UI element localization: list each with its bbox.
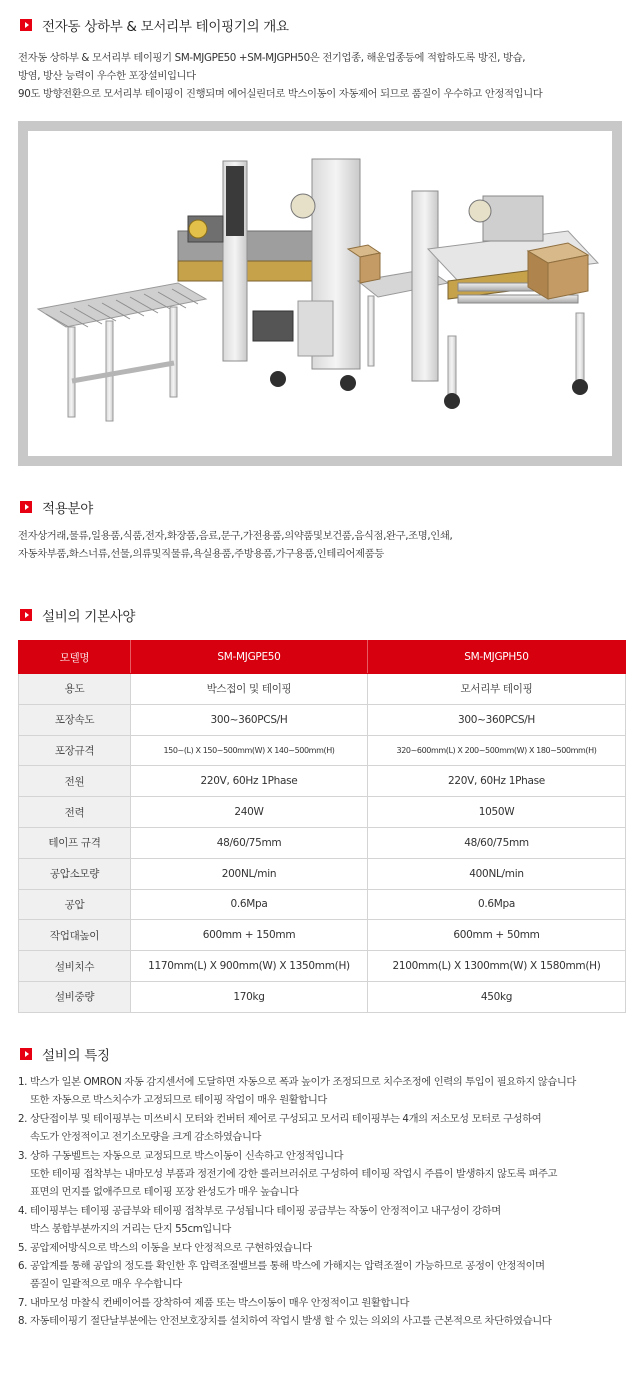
feature-line: 테이핑부는 테이핑 공급부와 테이핑 접착부로 구성됩니다 테이핑 공급부는 작동이 안정적이고 내구성이 강하며 [30,1204,501,1217]
table-row [19,827,626,858]
specs-title: 설비의 기본사양 [42,609,136,625]
applications-heading [20,497,93,517]
list-item [18,1147,638,1202]
spec-value: 320~600mm(L) X 200~500mm(W) X 180~500mm(H) [368,735,626,766]
applications-line: 전자상거래,물류,일용품,식품,전자,화장품,음료,문구,가전용품,의약품및보건품,음식점,완구,조명,인쇄, [18,530,453,542]
spec-value: 170kg [131,981,368,1012]
feature-line: 공압계를 통해 공압의 정도를 확인한 후 압력조절밸브를 통해 박스에 가해지는 압력조절이 가능하므로 공정이 안정적이며 [30,1260,545,1273]
feature-line: 속도가 안정적이고 전기소모량을 크게 감소하였습니다 [30,1131,262,1144]
feature-number: 8. [18,1315,28,1328]
overview-line: 90도 방향전환으로 모서리부 테이핑이 진행되며 에어실린더로 박스이동이 자동제어 되므로 품질이 우수하고 안정적입니다 [18,88,543,100]
list-item [18,1257,638,1294]
spec-label: 용도 [19,674,131,705]
spec-value: 0.6Mpa [131,889,368,920]
left-conveyor [38,283,206,421]
feature-line: 또한 테이핑 접착부는 내마모성 부품과 정전기에 강한 롤러브러쉬로 구성하여 테이핑 작업시 주름이 발생하지 않도록 펴주고 [30,1168,558,1181]
spec-value: 48/60/75mm [131,827,368,858]
spec-label: 포장규격 [19,735,131,766]
table-row [19,797,626,828]
table-row [19,766,626,797]
spec-value: 300~360PCS/H [131,704,368,735]
feature-line: 또한 자동으로 박스치수가 고정되므로 테이핑 작업이 매우 원활합니다 [30,1094,327,1107]
play-square-icon [20,501,32,513]
applications-line: 자동차부품,화스너류,선물,의류및직물류,욕실용품,주방용품,가구용품,인테리어제품등 [18,548,384,560]
feature-line: 표면의 먼지를 없애주므로 테이핑 포장 완성도가 매우 높습니다 [30,1186,299,1199]
spec-header-row [19,641,626,674]
overview-line: 전자동 상하부 & 모서리부 테이핑기 SM-MJGPE50 +SM-MJGPH50은 전기업종, 해운업종등에 적합하도록 방진, 방습, [18,52,526,64]
spec-value: 600mm + 150mm [131,920,368,951]
play-square-icon [20,19,32,31]
spec-value: 220V, 60Hz 1Phase [131,766,368,797]
feature-line: 공압제어방식으로 박스의 이동을 보다 안정적으로 구현하였습니다 [30,1241,312,1254]
spec-value: 1050W [368,797,626,828]
feature-line: 품질이 일괄적으로 매우 우수합니다 [30,1278,182,1291]
spec-value: 1170mm(L) X 900mm(W) X 1350mm(H) [131,951,368,982]
spec-label: 공압 [19,889,131,920]
play-square-icon [20,609,32,621]
spec-header-cell: SM-MJGPE50 [131,641,368,674]
spec-value: 150~(L) X 150~500mm(W) X 140~500mm(H) [131,735,368,766]
features-title: 설비의 특징 [42,1048,110,1064]
list-item [18,1202,638,1239]
spec-value: 200NL/min [131,858,368,889]
tape-machine-illustration [28,131,612,456]
spec-label: 전력 [19,797,131,828]
feature-number: 1. [18,1076,28,1088]
product-photo-frame [18,121,622,466]
feature-number: 4. [18,1204,28,1217]
spec-label: 테이프 규격 [19,827,131,858]
feature-line: 상하 구동벨트는 자동으로 교정되므로 박스이동이 신속하고 안정적입니다 [30,1149,344,1162]
overview-line: 방염, 방산 능력이 우수한 포장설비입니다 [18,70,196,82]
spec-value: 600mm + 50mm [368,920,626,951]
feature-number: 5. [18,1241,28,1254]
spec-value: 400NL/min [368,858,626,889]
feature-line: 내마모성 마찰식 컨베이어를 장착하여 제품 또는 박스이동이 매우 안정적이고 원활합니다 [30,1296,410,1309]
spec-table [18,640,626,1013]
feature-line: 박스가 일본 OMRON 자동 감지센서에 도달하면 자동으로 폭과 높이가 조정되므로 치수조정에 인력의 투입이 필요하지 않습니다 [30,1076,576,1088]
table-row [19,674,626,705]
corner-taping-machine [348,191,598,409]
list-item [18,1239,638,1257]
feature-line: 박스 봉합부분까지의 거리는 단지 55cm입니다 [30,1223,231,1236]
spec-value: 450kg [368,981,626,1012]
spec-header-cell: SM-MJGPH50 [368,641,626,674]
spec-label: 작업대높이 [19,920,131,951]
list-item [18,1312,638,1330]
play-square-icon [20,1048,32,1060]
feature-number: 2. [18,1112,28,1125]
specs-heading [20,605,135,625]
feature-line: 자동테이핑기 절단날부분에는 안전보호장치를 설치하여 작업시 발생 할 수 있는 의외의 사고를 근본적으로 차단하였습니다 [30,1315,552,1328]
spec-value: 모서리부 테이핑 [368,674,626,705]
applications-title: 적용분야 [42,501,93,517]
spec-label: 설비중량 [19,981,131,1012]
table-row [19,920,626,951]
spec-value: 48/60/75mm [368,827,626,858]
spec-value: 240W [131,797,368,828]
spec-label: 설비치수 [19,951,131,982]
features-list [18,1073,638,1331]
table-row [19,735,626,766]
spec-value: 박스접이 및 테이핑 [131,674,368,705]
applications-text [18,527,634,563]
overview-text [18,49,634,103]
table-row [19,704,626,735]
table-row [19,858,626,889]
spec-value: 2100mm(L) X 1300mm(W) X 1580mm(H) [368,951,626,982]
list-item [18,1294,638,1312]
spec-header-cell: 모델명 [19,641,131,674]
list-item [18,1073,638,1110]
overview-heading [20,15,289,35]
spec-value: 220V, 60Hz 1Phase [368,766,626,797]
features-heading [20,1044,110,1064]
feature-number: 7. [18,1296,28,1309]
folding-taping-machine [178,159,360,391]
spec-label: 전원 [19,766,131,797]
spec-value: 0.6Mpa [368,889,626,920]
feature-line: 상단접이부 및 테이핑부는 미쓰비시 모터와 컨버터 제어로 구성되고 모서리 테이핑부는 4개의 저소모성 모터로 구성하여 [30,1112,542,1125]
spec-label: 포장속도 [19,704,131,735]
product-photo [28,131,612,456]
table-row [19,951,626,982]
feature-number: 6. [18,1260,28,1273]
table-row [19,889,626,920]
list-item [18,1110,638,1147]
feature-number: 3. [18,1149,28,1162]
spec-label: 공압소모량 [19,858,131,889]
overview-title: 전자동 상하부 & 모서리부 테이핑기의 개요 [42,19,289,35]
table-row [19,981,626,1012]
spec-value: 300~360PCS/H [368,704,626,735]
